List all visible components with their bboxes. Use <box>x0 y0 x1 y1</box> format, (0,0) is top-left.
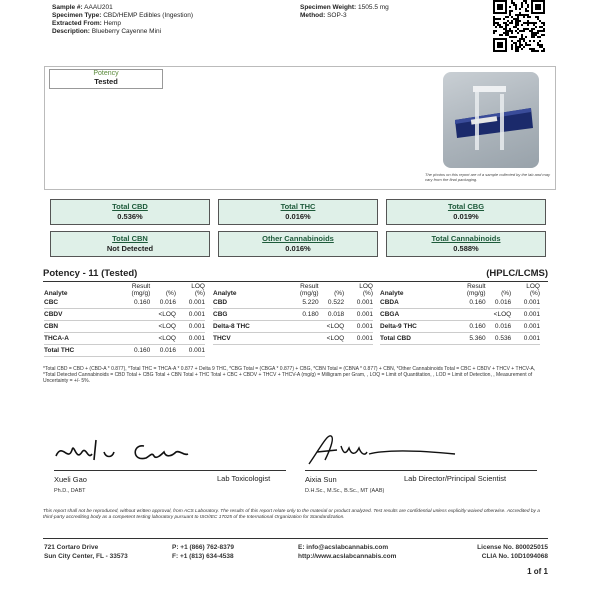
cell-loq: 0.001 <box>176 297 205 309</box>
col-loq: LOQ (%) <box>526 283 540 297</box>
cell-loq: 0.001 <box>511 321 540 333</box>
cell-result <box>118 333 150 345</box>
footer-license: License No. 800025015 CLIA No. 10D1094068 <box>477 544 548 560</box>
cell-result: 5.360 <box>454 333 486 345</box>
cell-pct: 0.536 <box>486 333 512 345</box>
cell-result <box>454 309 486 321</box>
footer-address: 721 Cortaro Drive Sun City Center, FL - 33573 <box>44 544 128 560</box>
table-header <box>44 283 205 297</box>
col-result: Result (mg/g) <box>466 283 486 297</box>
cell-pct: 0.016 <box>486 321 512 333</box>
cell-analyte: Delta-8 THC <box>213 321 287 333</box>
table-header <box>213 283 373 297</box>
signer-1-credentials: Ph.D., DABT <box>54 488 86 494</box>
cell-loq: 0.001 <box>344 321 373 333</box>
cell-analyte: THCV <box>213 333 287 345</box>
signer-2-credentials: D.H.Sc., M.Sc., B.Sc., MT (AAB) <box>305 488 385 494</box>
extracted-from: Extracted From: Hemp <box>52 20 122 27</box>
cell-analyte: CBDA <box>380 297 454 309</box>
footer-email[interactable]: E: info@acslabcannabis.com <box>298 544 389 551</box>
col-loq: LOQ (%) <box>191 283 205 297</box>
cell-loq: 0.001 <box>176 345 205 357</box>
summary-other-cannabinoids: Other Cannabinoids 0.016% <box>218 231 378 257</box>
cell-result <box>287 321 319 333</box>
table-row <box>44 309 205 321</box>
sample-number: Sample #: AAAU201 <box>52 4 113 11</box>
header-right <box>300 4 389 20</box>
cell-loq: 0.001 <box>511 309 540 321</box>
cell-loq: 0.001 <box>511 333 540 345</box>
cell-analyte: Total THC <box>44 345 118 357</box>
cell-analyte: Total CBD <box>380 333 454 345</box>
potency-title: Potency - 11 (Tested) <box>43 268 138 279</box>
potency-table-1 <box>44 283 205 357</box>
footer-website[interactable]: http://www.acslabcannabis.com <box>298 553 397 560</box>
signer-2-name: Aixia Sun <box>305 475 337 484</box>
cell-result: 0.160 <box>454 321 486 333</box>
table-row <box>213 333 373 345</box>
cell-analyte: THCA-A <box>44 333 118 345</box>
report-disclaimer: This report shall not be reproduced, without written approval, from ACS Laboratory. The results of this report relate only to the material or product analyzed. Test results are confidential unless explicitly waived otherwise. Accredited by a third-party accrediting body as a competent testing laboratory pursuant to ISO/IEC 17025 of the International Organization for Standardization. <box>43 509 540 520</box>
col-analyte: Analyte <box>44 290 68 297</box>
cell-analyte: CBD <box>213 297 287 309</box>
footer-contact <box>298 543 396 561</box>
cell-pct: 0.016 <box>150 345 176 357</box>
potency-table-2 <box>213 283 373 345</box>
cell-pct: <LOQ <box>150 321 176 333</box>
cell-result: 0.160 <box>118 297 150 309</box>
table-row <box>44 297 205 309</box>
cell-result <box>287 333 319 345</box>
cell-analyte: CBC <box>44 297 118 309</box>
cell-loq: 0.001 <box>176 333 205 345</box>
cell-result: 0.160 <box>118 345 150 357</box>
col-pct: (%) <box>501 290 512 297</box>
signer-1-name: Xueli Gao <box>54 475 87 484</box>
cell-result <box>118 309 150 321</box>
table-row <box>213 297 373 309</box>
cell-loq: 0.001 <box>344 333 373 345</box>
cell-analyte: Delta-9 THC <box>380 321 454 333</box>
col-analyte: Analyte <box>213 290 237 297</box>
signer-2-role: Lab Director/Principal Scientist <box>404 474 507 483</box>
page-number: 1 of 1 <box>527 567 548 576</box>
signature-line-2 <box>305 470 537 471</box>
specimen-type: Specimen Type: CBD/HEMP Edibles (Ingestion) <box>52 12 194 19</box>
cell-result: 5.220 <box>287 297 319 309</box>
footer-rule <box>43 538 548 539</box>
cell-analyte: CBN <box>44 321 118 333</box>
header-left <box>52 0 193 36</box>
summary-total-cbd: Total CBD 0.536% <box>50 199 210 225</box>
footer-phone: P: +1 (866) 762-8379 F: +1 (813) 634-4538 <box>172 544 234 560</box>
cell-loq: 0.001 <box>511 297 540 309</box>
col-pct: (%) <box>334 290 345 297</box>
method: Method: SOP-3 <box>300 12 347 19</box>
table-row <box>213 309 373 321</box>
cell-analyte: CBG <box>213 309 287 321</box>
signature-line-1 <box>54 470 286 471</box>
specimen-weight: Specimen Weight: 1505.5 mg <box>300 4 389 11</box>
signature-gao <box>52 432 212 473</box>
cell-pct: 0.018 <box>319 309 345 321</box>
cell-pct: <LOQ <box>319 333 345 345</box>
sample-photo <box>443 72 539 168</box>
cell-result <box>118 321 150 333</box>
table-row <box>380 321 540 333</box>
summary-total-cannabinoids: Total Cannabinoids 0.588% <box>386 231 546 257</box>
summary-total-thc: Total THC 0.016% <box>218 199 378 225</box>
potency-table-3 <box>380 283 540 345</box>
col-analyte: Analyte <box>380 290 404 297</box>
cell-pct: 0.522 <box>319 297 345 309</box>
col-loq: LOQ (%) <box>359 283 373 297</box>
cell-pct: 0.016 <box>150 297 176 309</box>
summary-total-cbn: Total CBN Not Detected <box>50 231 210 257</box>
cell-loq: 0.001 <box>176 309 205 321</box>
potency-rule <box>43 281 548 282</box>
signer-1-role: Lab Toxicologist <box>217 474 271 483</box>
table-header <box>380 283 540 297</box>
cell-analyte: CBDV <box>44 309 118 321</box>
signature-sun <box>305 430 465 475</box>
photo-disclaimer: The photos on this report are of a sample collected by the lab and may vary from the final packaging. <box>425 172 550 182</box>
table-row <box>380 333 540 345</box>
cell-pct: <LOQ <box>319 321 345 333</box>
qr-code <box>493 0 545 52</box>
cell-loq: 0.001 <box>344 297 373 309</box>
col-result: Result (mg/g) <box>131 283 151 297</box>
tested-badge: Potency Tested <box>49 69 163 89</box>
table-row <box>44 321 205 333</box>
cell-loq: 0.001 <box>176 321 205 333</box>
table-row <box>380 297 540 309</box>
col-result: Result (mg/g) <box>299 283 319 297</box>
calculation-footnote: *Total CBD = CBD + (CBD-A * 0.877), *Total THC = THCA-A * 0.877 + Delta 9 THC, *CBG Total = (CBGA * 0.877) + CBG, *CBN Total = (CBNA * 0.877) + CBN, *Other Cannabinoids Total = CBC + CBDV + THCV + THCV-A, *Total Detected Cannabinoids = CBD Total + CBG Total + CBN Total + THC Total + CBC + CBDV + THCV + THCV-A (mg/g) = Milligram per Gram, , LOQ = Limit of Quantitation, , LOD = Limit of Detection, , Measurement of Uncertainty = +/- 5%. <box>43 366 536 384</box>
description: Description: Blueberry Cayenne Mini <box>52 28 162 35</box>
table-row <box>213 321 373 333</box>
cell-pct: 0.016 <box>486 297 512 309</box>
cell-pct: <LOQ <box>150 333 176 345</box>
cell-analyte: CBGA <box>380 309 454 321</box>
table-row <box>44 333 205 345</box>
cell-pct: <LOQ <box>486 309 512 321</box>
potency-method: (HPLC/LCMS) <box>486 268 548 279</box>
col-pct: (%) <box>165 290 176 297</box>
summary-total-cbg: Total CBG 0.019% <box>386 199 546 225</box>
cell-result: 0.180 <box>287 309 319 321</box>
cell-result: 0.160 <box>454 297 486 309</box>
cell-loq: 0.001 <box>344 309 373 321</box>
table-row <box>380 309 540 321</box>
cell-pct: <LOQ <box>150 309 176 321</box>
table-row <box>44 345 205 357</box>
